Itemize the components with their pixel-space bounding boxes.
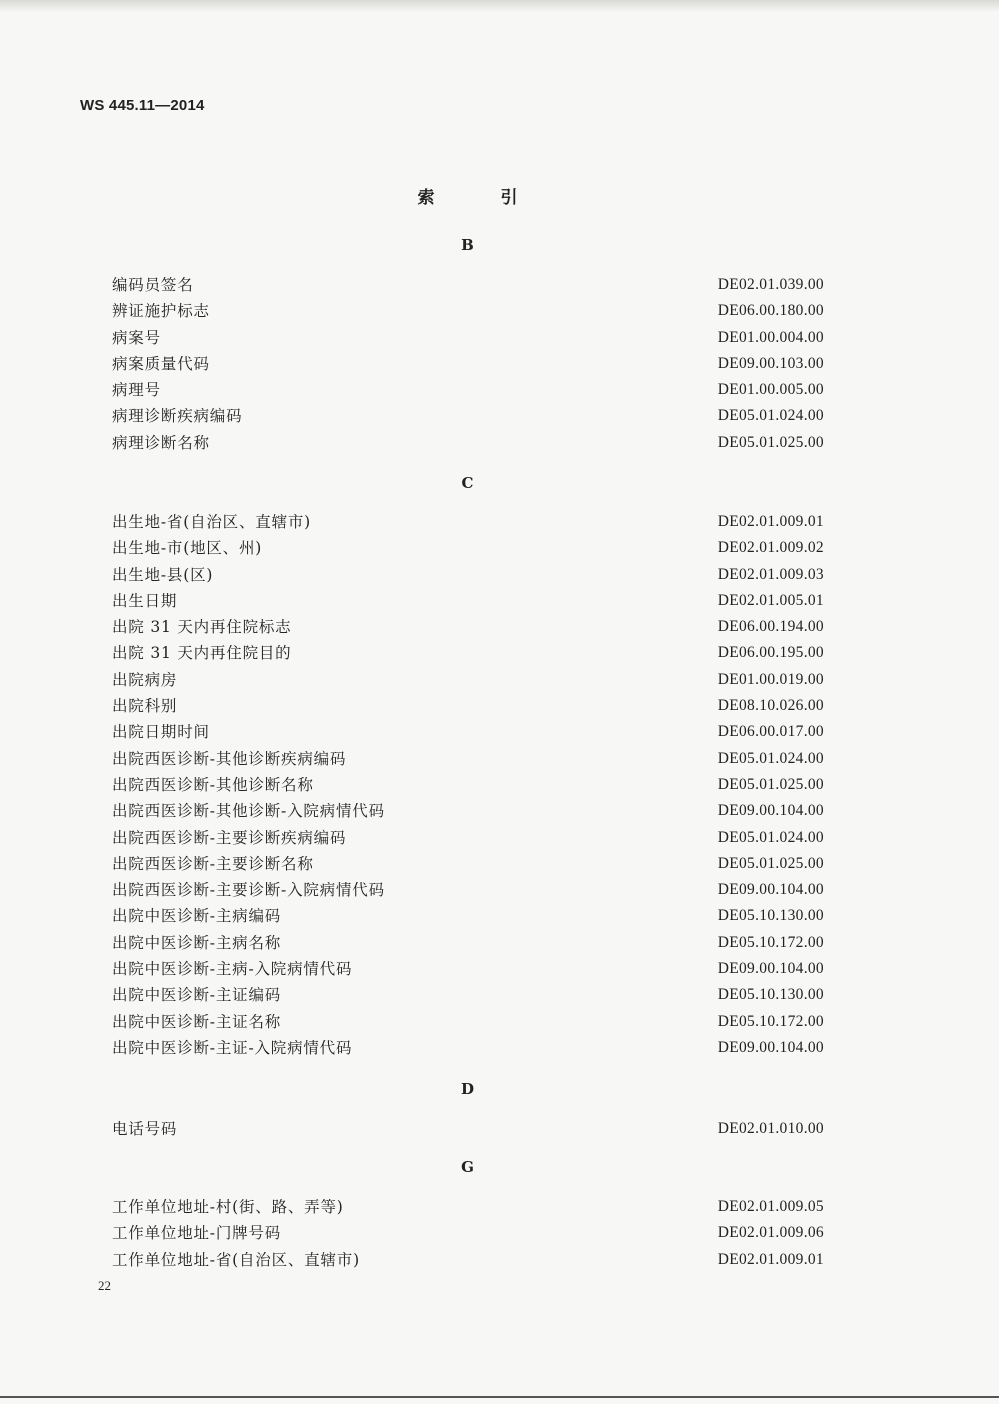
entry-name: 出院 31 天内再住院目的 — [112, 644, 292, 663]
index-entry — [112, 1220, 824, 1246]
index-entry — [112, 509, 824, 535]
entry-name: 出院日期时间 — [112, 723, 210, 742]
index-entry — [112, 1194, 824, 1220]
index-entry — [112, 903, 824, 929]
index-entry — [112, 746, 824, 772]
index-entry — [112, 377, 824, 403]
index-entry — [112, 930, 824, 956]
index-entry — [112, 877, 824, 903]
index-entry — [112, 403, 824, 429]
entry-code: DE02.01.005.01 — [717, 591, 824, 609]
entry-name: 病理诊断名称 — [112, 433, 210, 452]
entry-name: 出院科别 — [112, 697, 178, 716]
index-entry — [112, 562, 824, 588]
entry-name: 出生地-县(区) — [112, 565, 214, 584]
index-entry — [112, 535, 824, 561]
section-letter-b: B — [461, 236, 474, 254]
entry-code: DE09.00.104.00 — [717, 1038, 824, 1056]
index-entry — [112, 1116, 824, 1142]
entry-name: 病理号 — [112, 381, 161, 400]
entry-name: 出院病房 — [112, 670, 178, 689]
entry-code: DE05.10.172.00 — [717, 1012, 824, 1030]
index-entry — [112, 956, 824, 982]
entry-name: 出院中医诊断-主证名称 — [112, 1012, 282, 1031]
entry-code: DE05.10.172.00 — [717, 933, 824, 951]
entry-code: DE05.10.130.00 — [717, 907, 824, 925]
index-entry — [112, 272, 824, 298]
index-entry — [112, 772, 824, 798]
page-number: 22 — [98, 1278, 111, 1293]
entry-code: DE02.01.010.00 — [717, 1120, 824, 1137]
index-entry — [112, 588, 824, 614]
entry-name: 病理诊断疾病编码 — [112, 407, 243, 426]
entry-code: DE06.00.017.00 — [717, 723, 824, 741]
entry-name: 出院中医诊断-主病-入院病情代码 — [112, 960, 353, 979]
entry-name: 辨证施护标志 — [112, 302, 210, 321]
scan-top-shadow — [0, 0, 999, 12]
entry-code: DE06.00.180.00 — [717, 302, 824, 320]
entry-name: 病案质量代码 — [112, 354, 210, 373]
entry-code: DE01.00.004.00 — [717, 328, 824, 346]
entry-code: DE05.01.024.00 — [717, 828, 824, 846]
index-entry — [112, 351, 824, 377]
section-c-entries — [112, 509, 824, 1061]
section-d-entries — [112, 1116, 824, 1142]
entry-name: 电话号码 — [112, 1120, 178, 1138]
entry-code: DE02.01.009.01 — [717, 513, 824, 530]
entry-code: DE01.00.005.00 — [717, 381, 824, 399]
entry-name: 出生日期 — [112, 591, 178, 610]
index-entry — [112, 325, 824, 351]
index-entry — [112, 798, 824, 824]
entry-code: DE09.00.104.00 — [717, 960, 824, 978]
entry-name: 病案号 — [112, 328, 161, 347]
section-g-entries — [112, 1194, 824, 1273]
entry-name: 工作单位地址-省(自治区、直辖市) — [112, 1250, 360, 1269]
index-entry — [112, 982, 824, 1008]
section-letter-c: C — [461, 474, 474, 492]
entry-code: DE05.01.025.00 — [717, 854, 824, 872]
entry-code: DE02.01.009.03 — [717, 565, 824, 583]
entry-name: 出院中医诊断-主病名称 — [112, 933, 282, 952]
entry-code: DE05.01.024.00 — [717, 407, 824, 425]
index-entry — [112, 825, 824, 851]
entry-name: 工作单位地址-门牌号码 — [112, 1224, 282, 1243]
entry-code: DE06.00.194.00 — [717, 618, 824, 636]
entry-code: DE02.01.009.06 — [717, 1224, 824, 1242]
entry-name: 出生地-省(自治区、直辖市) — [112, 513, 312, 531]
entry-name: 工作单位地址-村(街、路、弄等) — [112, 1198, 344, 1216]
entry-code: DE09.00.104.00 — [717, 802, 824, 820]
scan-bottom-edge — [0, 1396, 999, 1398]
entry-code: DE08.10.026.00 — [717, 697, 824, 715]
entry-name: 出院西医诊断-主要诊断-入院病情代码 — [112, 881, 385, 900]
entry-code: DE02.01.009.02 — [717, 539, 824, 557]
entry-code: DE05.10.130.00 — [717, 986, 824, 1004]
index-entry — [112, 1247, 824, 1273]
section-letter-g: G — [461, 1158, 474, 1176]
section-letter-d: D — [460, 1080, 474, 1098]
index-entry — [112, 640, 824, 666]
index-entry — [112, 298, 824, 324]
entry-code: DE06.00.195.00 — [717, 644, 824, 662]
index-entry — [112, 851, 824, 877]
entry-name: 编码员签名 — [112, 276, 194, 294]
entry-code: DE05.01.025.00 — [717, 775, 824, 793]
entry-code: DE09.00.104.00 — [717, 881, 824, 899]
entry-name: 出院西医诊断-其他诊断名称 — [112, 775, 314, 794]
entry-code: DE01.00.019.00 — [717, 670, 824, 688]
index-entry — [112, 719, 824, 745]
entry-name: 出生地-市(地区、州) — [112, 539, 263, 558]
entry-name: 出院西医诊断-主要诊断疾病编码 — [112, 828, 347, 847]
section-b-entries — [112, 272, 824, 456]
entry-name: 出院 31 天内再住院标志 — [112, 618, 292, 637]
entry-code: DE02.01.009.01 — [717, 1250, 824, 1268]
entry-code: DE09.00.103.00 — [717, 354, 824, 372]
entry-code: DE05.01.024.00 — [717, 749, 824, 767]
entry-name: 出院西医诊断-其他诊断疾病编码 — [112, 749, 347, 768]
standard-number: WS 445.11—2014 — [80, 97, 205, 114]
index-entry — [112, 430, 824, 456]
entry-code: DE02.01.009.05 — [717, 1198, 824, 1215]
page-title: 索引 — [417, 188, 584, 208]
entry-code: DE05.01.025.00 — [717, 433, 824, 451]
index-entry — [112, 1009, 824, 1035]
index-entry — [112, 614, 824, 640]
entry-name: 出院中医诊断-主病编码 — [112, 907, 282, 926]
entry-code: DE02.01.039.00 — [717, 276, 824, 293]
index-entry — [112, 1035, 824, 1061]
entry-name: 出院中医诊断-主证编码 — [112, 986, 282, 1005]
index-entry — [112, 667, 824, 693]
index-entry — [112, 693, 824, 719]
entry-name: 出院西医诊断-主要诊断名称 — [112, 854, 314, 873]
entry-name: 出院中医诊断-主证-入院病情代码 — [112, 1038, 353, 1057]
entry-name: 出院西医诊断-其他诊断-入院病情代码 — [112, 802, 385, 821]
